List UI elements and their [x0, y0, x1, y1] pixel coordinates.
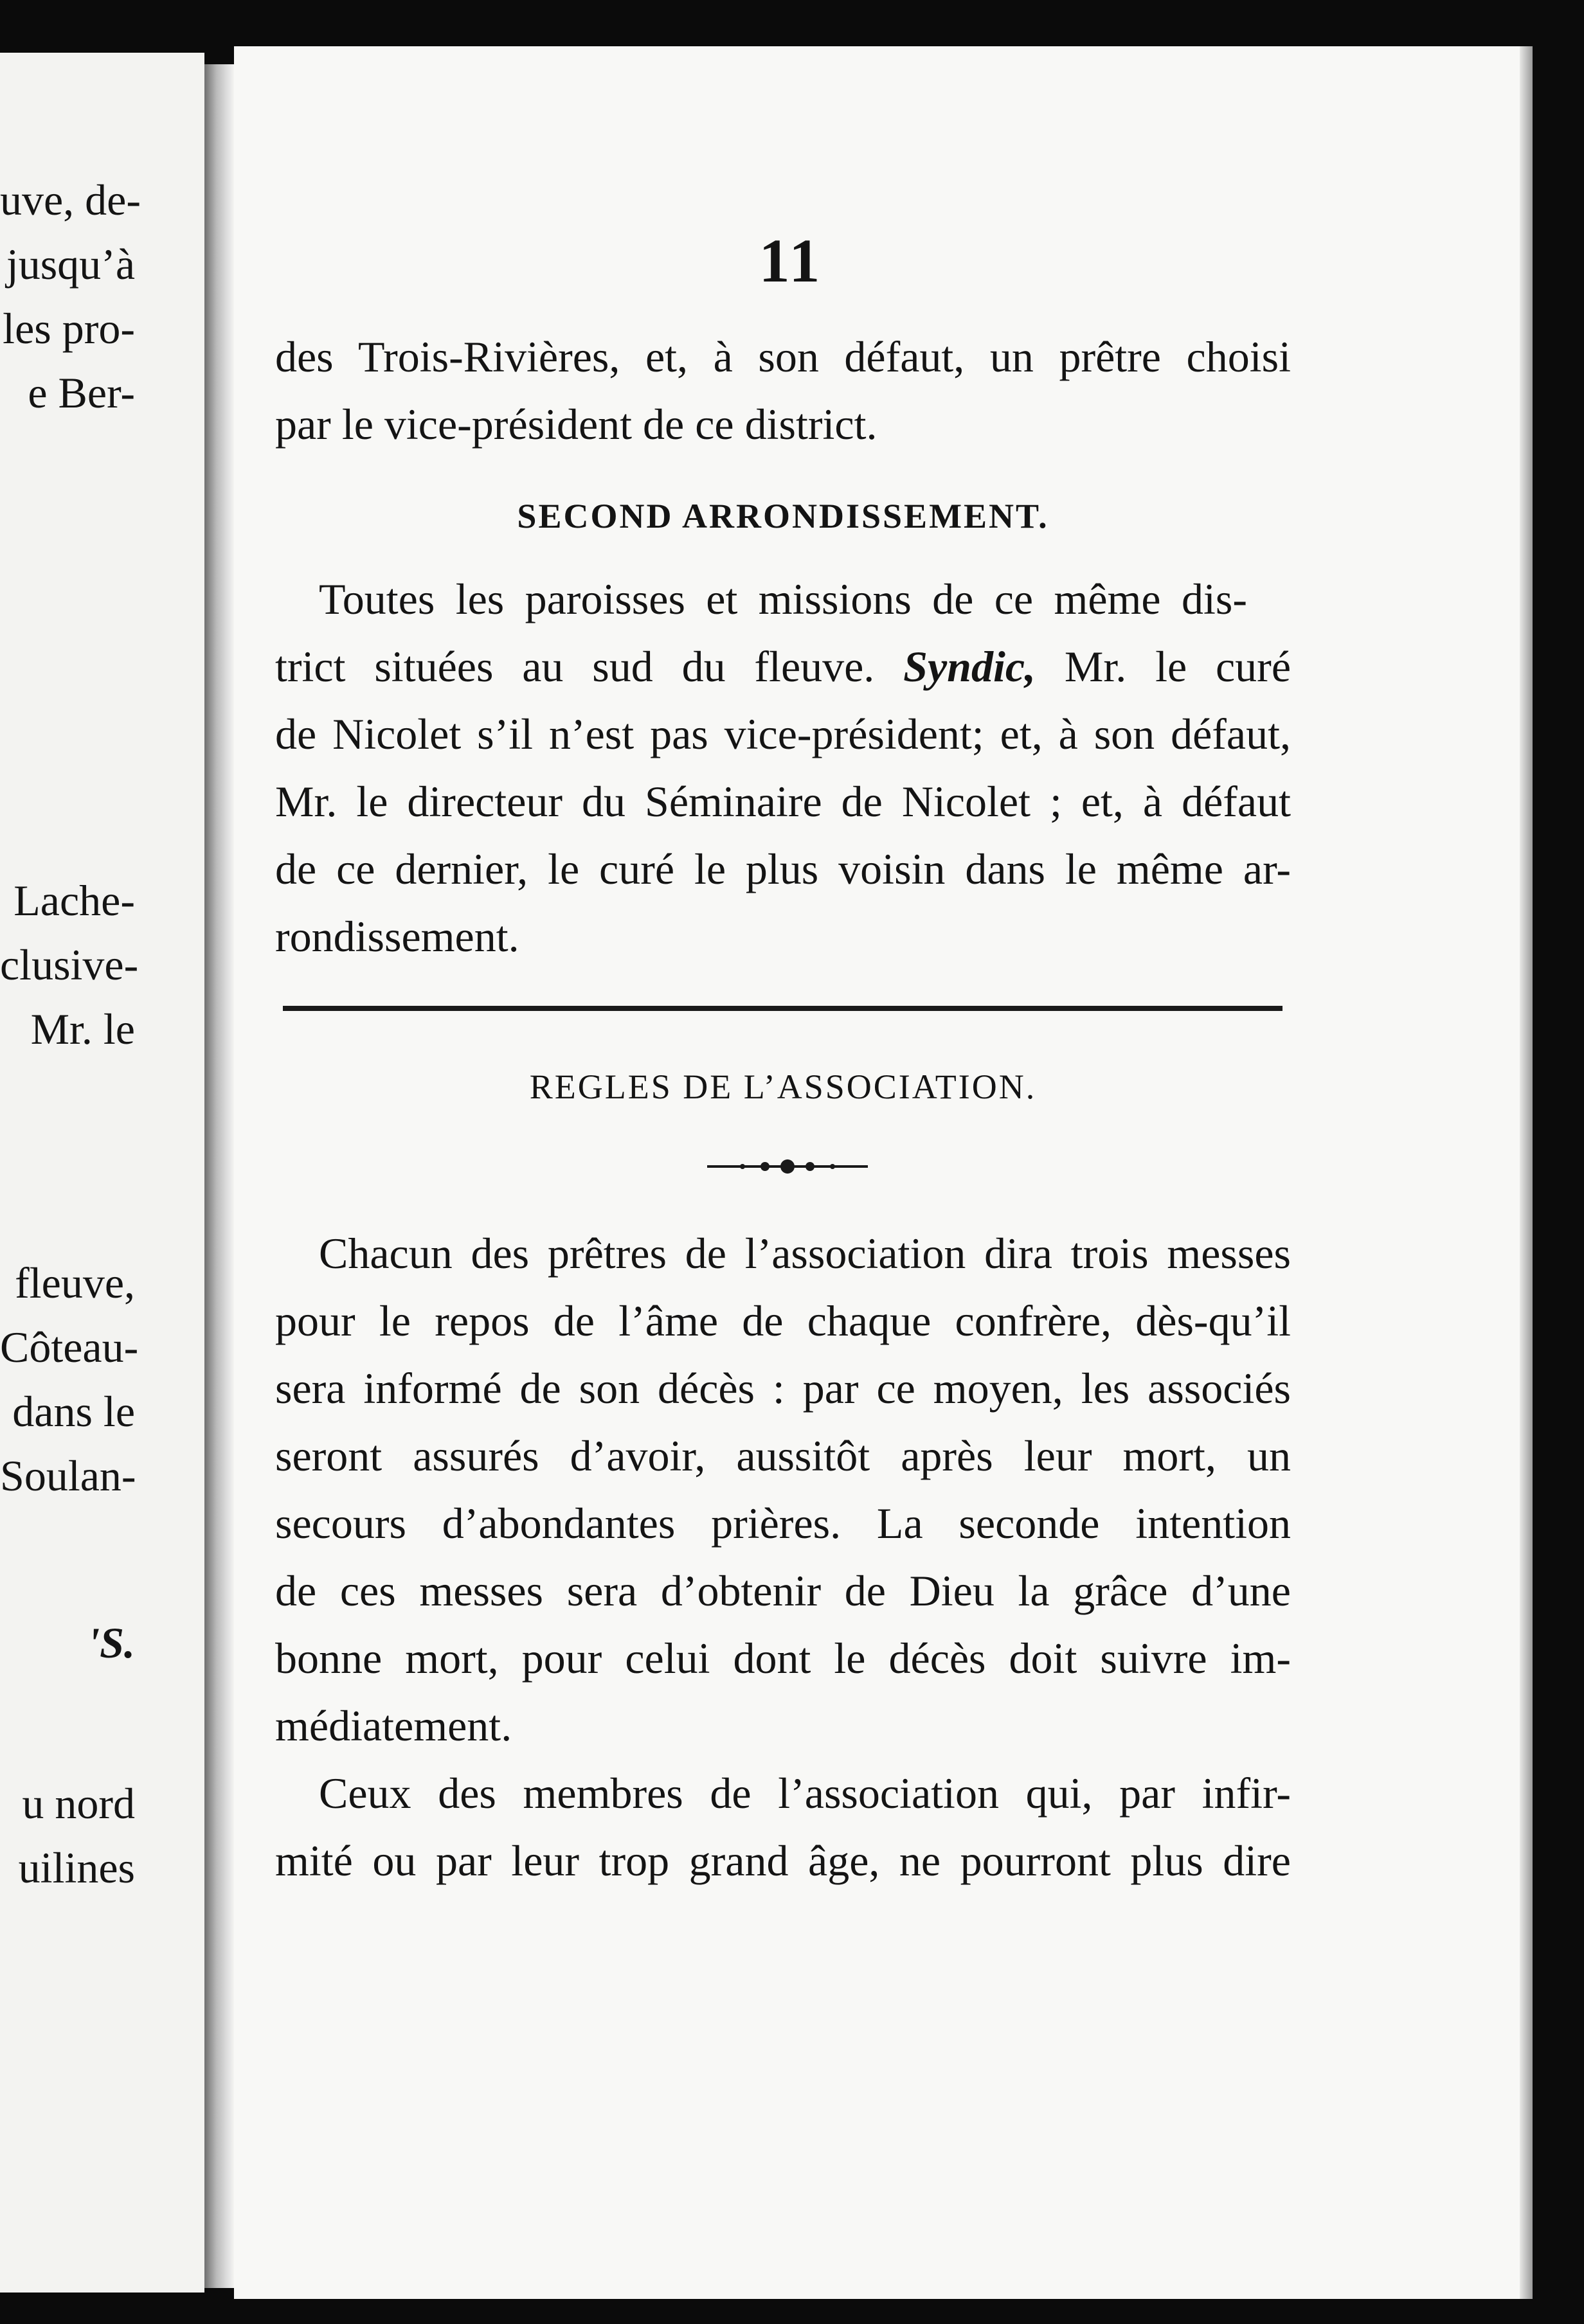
text-line: des Trois-Rivières, et, à son défaut, un prêtre choisi	[275, 332, 1291, 381]
text-line: de Nicolet s’il n’est pas vice-président; et, à son défaut,	[275, 710, 1291, 758]
left-fragment: Côteau-	[0, 1323, 139, 1372]
syndic-label: Syndic,	[903, 642, 1036, 691]
text-line: Ceux des membres de l’association qui, par infir-	[319, 1769, 1291, 1818]
left-fragment: Soulan-	[0, 1451, 136, 1500]
text-line: secours d’abondantes prières. La seconde intention	[275, 1499, 1291, 1548]
text-line: mité ou par leur trop grand âge, ne pourront plus dire	[275, 1836, 1291, 1885]
text-run: trict situées au sud du fleuve.	[275, 642, 904, 691]
left-fragment: fleuve,	[15, 1258, 135, 1307]
text-line: sera informé de son décès : par ce moyen, les associés	[275, 1364, 1291, 1413]
horizontal-rule	[283, 1006, 1282, 1011]
text-line: de ce dernier, le curé le plus voisin dans le même ar-	[275, 845, 1291, 893]
text-line: par le vice-président de ce district.	[275, 400, 878, 449]
rules-heading: REGLES DE L’ASSOCIATION.	[529, 1068, 1037, 1106]
left-page	[0, 53, 204, 2293]
left-fragment: uve, de-	[0, 175, 141, 224]
text-line: rondissement.	[275, 912, 519, 961]
book-gutter	[204, 64, 234, 2288]
right-page	[234, 46, 1520, 2299]
left-fragment: clusive-	[0, 940, 139, 989]
text-line: seront assurés d’avoir, aussitôt après leur mort, un	[275, 1431, 1291, 1480]
left-fragment: u nord	[22, 1779, 135, 1828]
left-fragment: Mr. le	[30, 1005, 135, 1053]
page-number: 11	[759, 226, 823, 295]
left-fragment: e Ber-	[28, 368, 135, 417]
ornament-divider	[707, 1157, 868, 1176]
left-fragment: Lache-	[14, 876, 135, 925]
text-line: Mr. le directeur du Séminaire de Nicolet ; et, à défaut	[275, 777, 1291, 826]
page-edge	[1520, 46, 1533, 2299]
section-heading: SECOND ARRONDISSEMENT.	[517, 497, 1049, 535]
text-line: médiatement.	[275, 1701, 512, 1750]
text-line: de ces messes sera d’obtenir de Dieu la grâce d’une	[275, 1566, 1291, 1615]
left-fragment: les pro-	[3, 304, 135, 353]
left-fragment: uilines	[18, 1843, 135, 1892]
text-line	[275, 641, 1291, 692]
text-line: Chacun des prêtres de l’association dira trois messes	[319, 1229, 1291, 1278]
text-line: Toutes les paroisses et missions de ce même dis-	[319, 575, 1247, 623]
text-line: pour le repos de l’âme de chaque confrère, dès-qu’il	[275, 1296, 1291, 1345]
left-fragment: dans le	[12, 1387, 135, 1436]
left-fragment: jusqu’à	[6, 240, 135, 289]
text-line: bonne mort, pour celui dont le décès doit suivre im-	[275, 1634, 1291, 1683]
text-run: Mr. le curé	[1036, 642, 1292, 691]
left-fragment: 'S.	[87, 1618, 135, 1667]
